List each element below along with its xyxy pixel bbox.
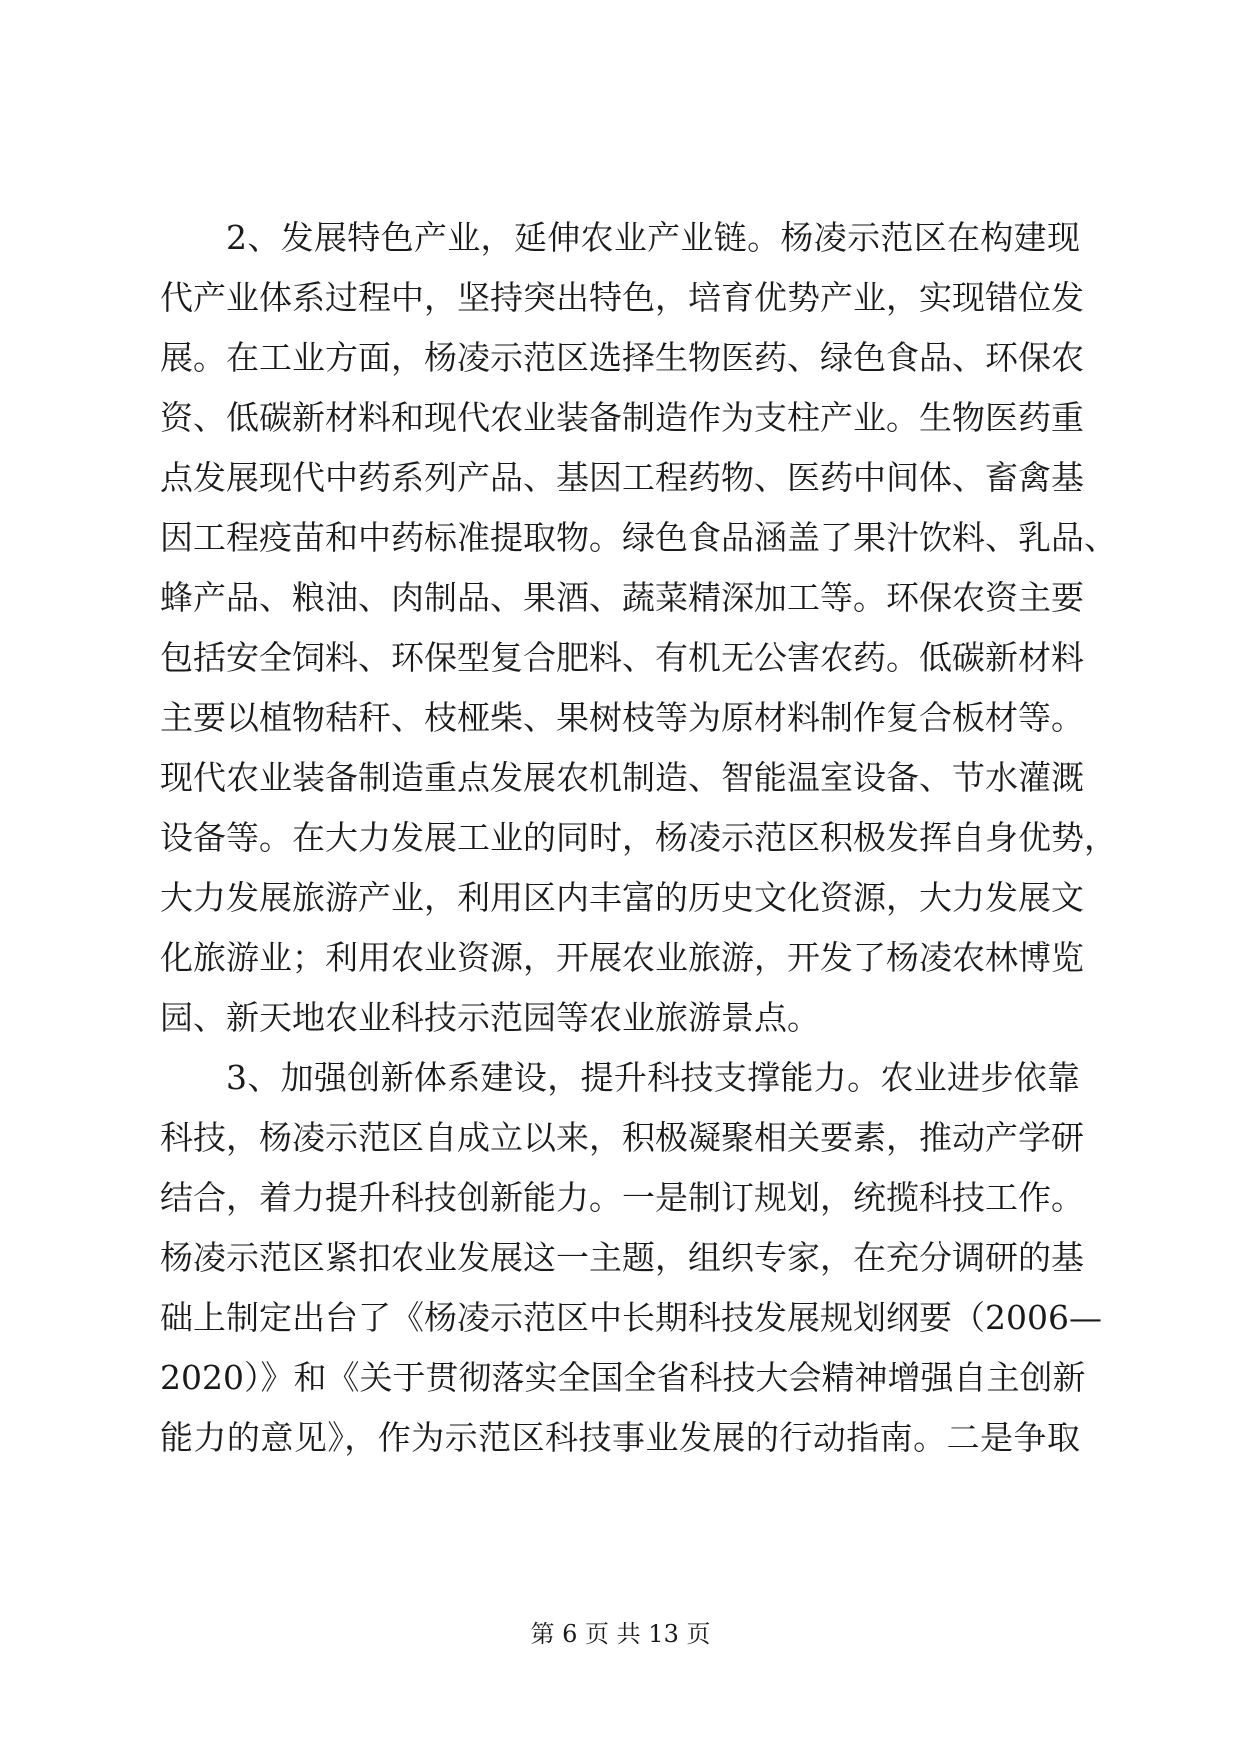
page-number: 第 6 页 共 13 页 <box>530 1620 711 1648</box>
paragraph-line: 展。在工业方面，杨凌示范区选择生物医药、绿色食品、环保农 <box>160 338 1084 377</box>
paragraph-line: 蜂产品、粮油、肉制品、果酒、蔬菜精深加工等。环保农资主要 <box>160 578 1084 617</box>
paragraph-line: 园、新天地农业科技示范园等农业旅游景点。 <box>160 998 820 1037</box>
paragraph-line: 础上制定出台了《杨凌示范区中长期科技发展规划纲要（2006— <box>160 1298 1102 1337</box>
paragraph-line: 包括安全饲料、环保型复合肥料、有机无公害农药。低碳新材料 <box>160 638 1084 677</box>
paragraph-line: 资、低碳新材料和现代农业装备制造作为支柱产业。生物医药重 <box>160 398 1084 437</box>
paragraph-line: 科技，杨凌示范区自成立以来，积极凝聚相关要素，推动产学研 <box>160 1118 1084 1157</box>
paragraph-line: 现代农业装备制造重点发展农机制造、智能温室设备、节水灌溉 <box>160 758 1084 797</box>
paragraph-line: 3、加强创新体系建设，提升科技支撑能力。农业进步依靠 <box>226 1058 1080 1097</box>
paragraph-line: 设备等。在大力发展工业的同时，杨凌示范区积极发挥自身优势， <box>160 818 1117 857</box>
paragraph-line: 2、发展特色产业，延伸农业产业链。杨凌示范区在构建现 <box>226 218 1080 257</box>
paragraph-line: 因工程疫苗和中药标准提取物。绿色食品涵盖了果汁饮料、乳品、 <box>160 518 1117 557</box>
paragraph-line: 代产业体系过程中，坚持突出特色，培育优势产业，实现错位发 <box>160 278 1084 317</box>
paragraph-line: 点发展现代中药系列产品、基因工程药物、医药中间体、畜禽基 <box>160 458 1084 497</box>
paragraph-line: 结合，着力提升科技创新能力。一是制订规划，统揽科技工作。 <box>160 1178 1084 1217</box>
paragraph-line: 杨凌示范区紧扣农业发展这一主题，组织专家，在充分调研的基 <box>160 1238 1084 1277</box>
paragraph-line: 2020）》和《关于贯彻落实全国全省科技大会精神增强自主创新 <box>160 1358 1086 1397</box>
paragraph-line: 能力的意见》，作为示范区科技事业发展的行动指南。二是争取 <box>160 1418 1080 1457</box>
paragraph-line: 大力发展旅游产业，利用区内丰富的历史文化资源，大力发展文 <box>160 878 1084 917</box>
paragraph-line: 化旅游业；利用农业资源，开展农业旅游，开发了杨凌农林博览 <box>160 938 1084 977</box>
paragraph-line: 主要以植物秸秆、枝桠柴、果树枝等为原材料制作复合板材等。 <box>160 698 1084 737</box>
